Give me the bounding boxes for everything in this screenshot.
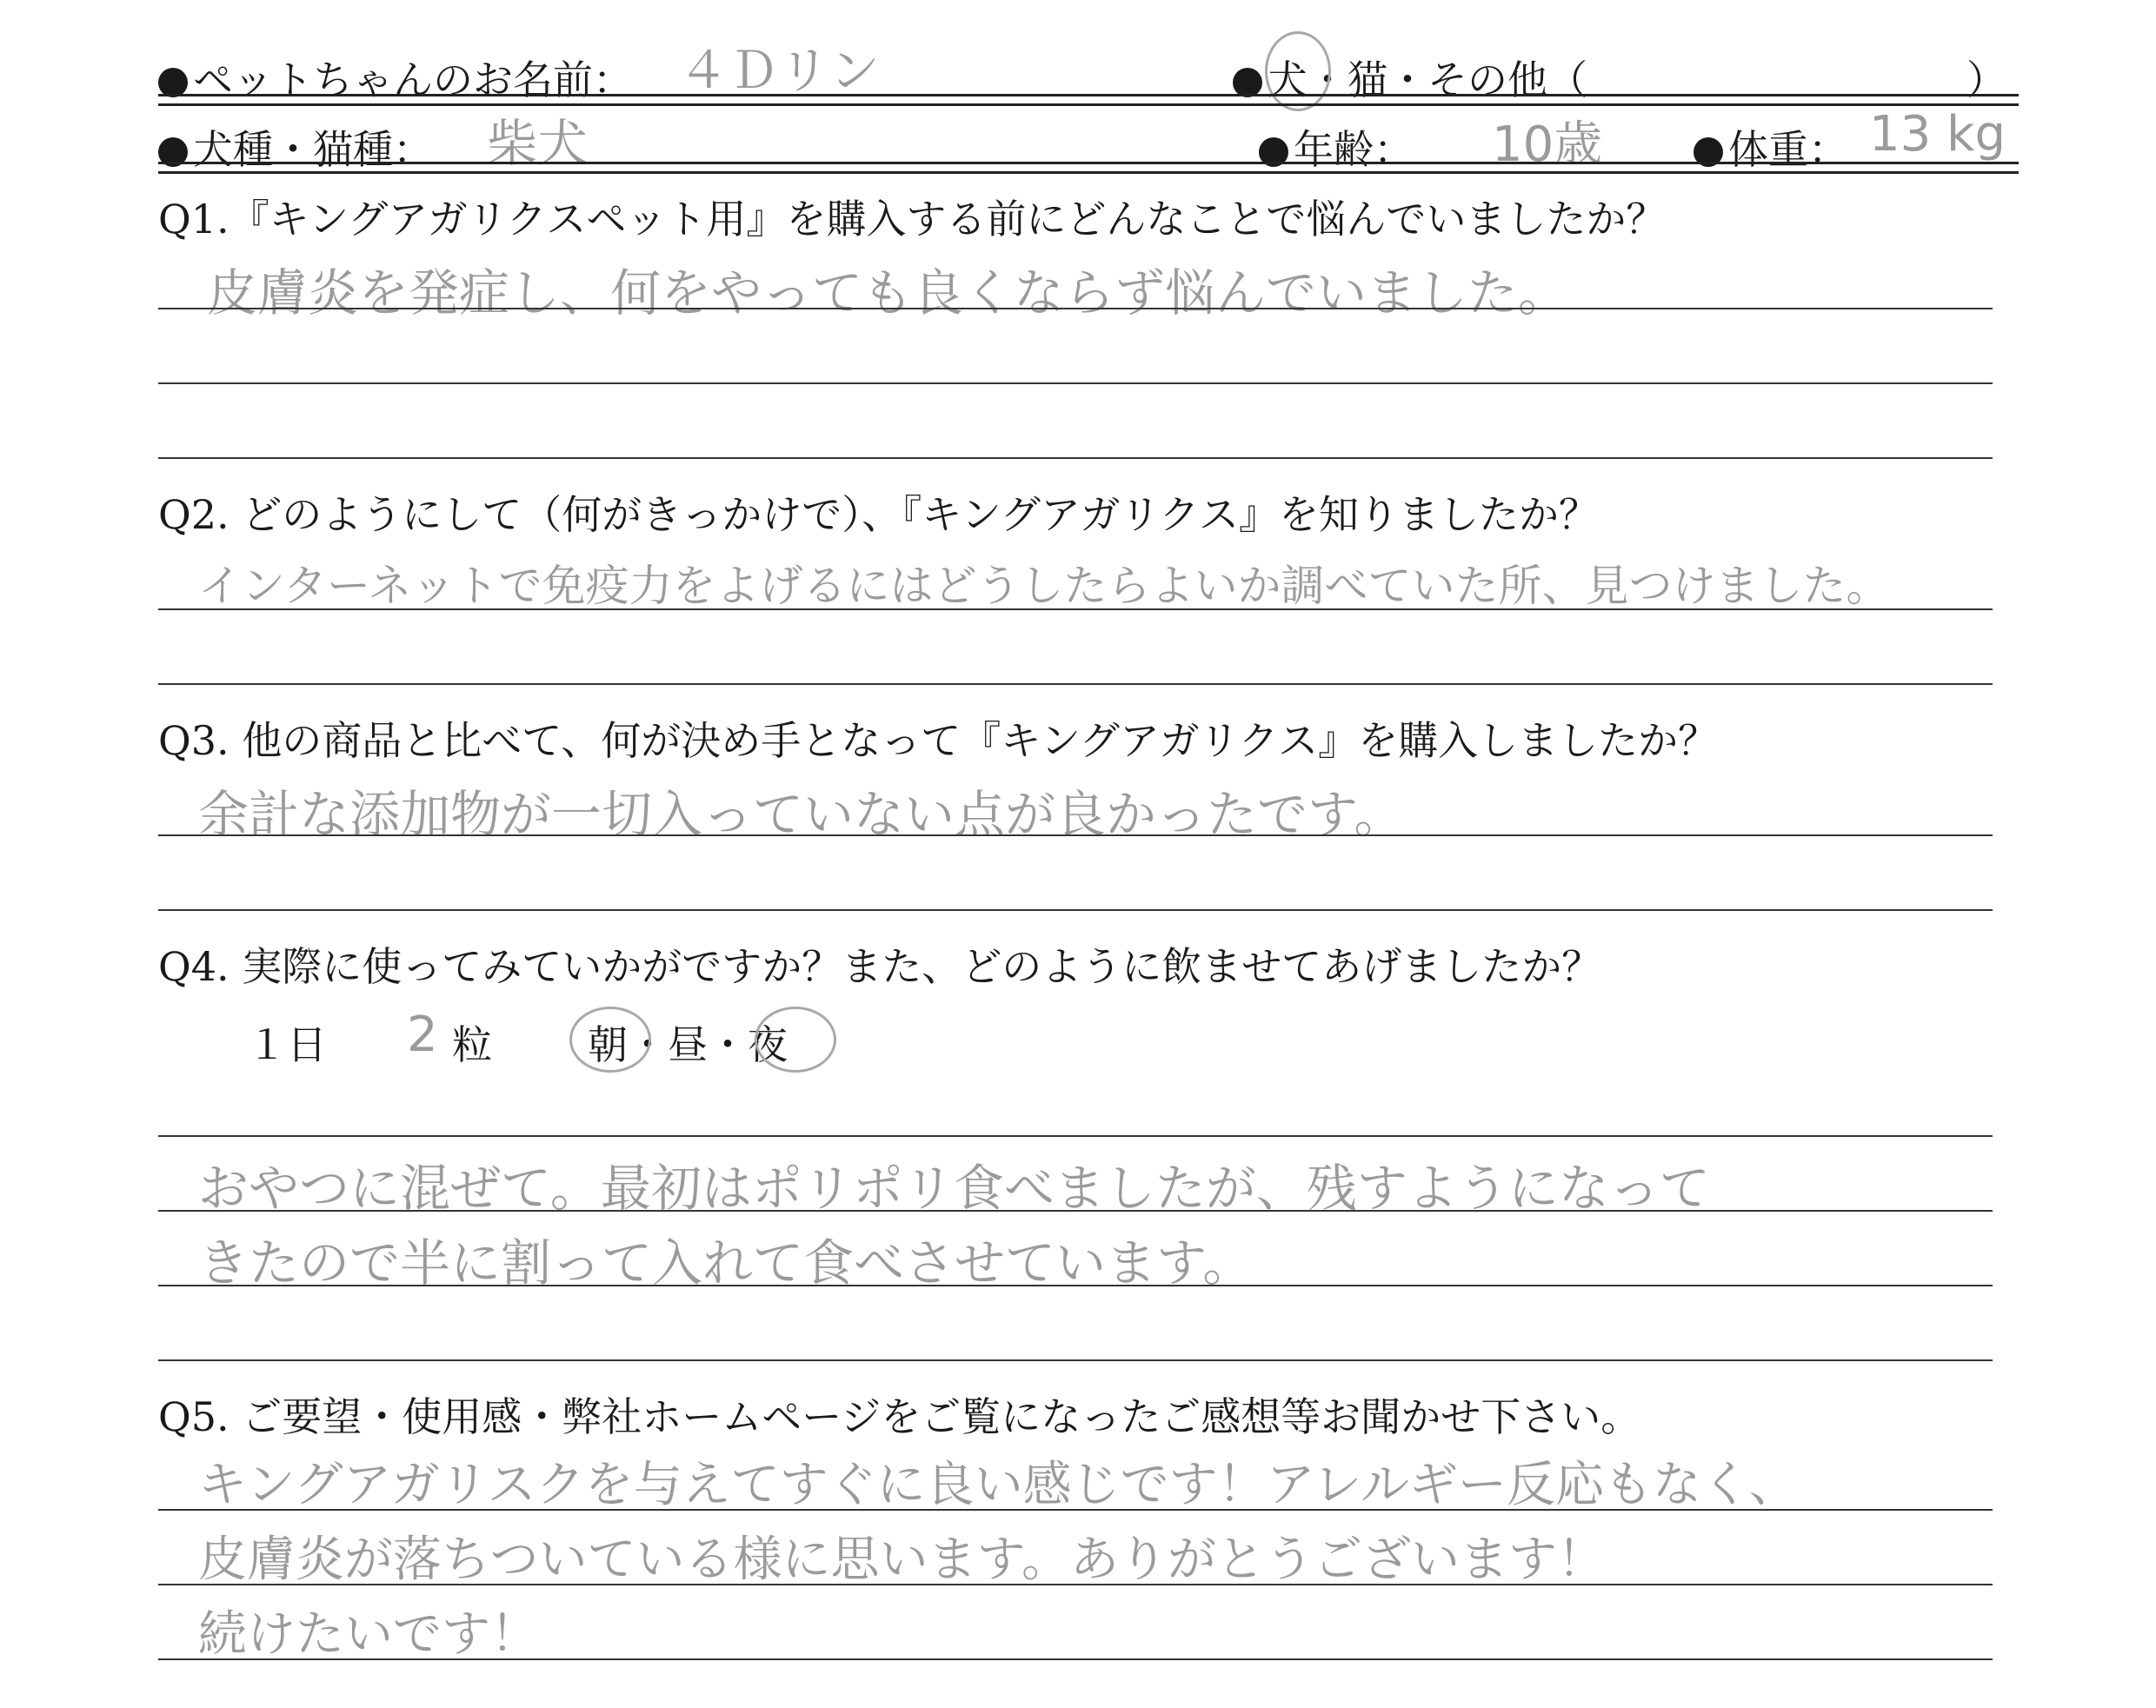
q4-question: Q4. 実際に使ってみていかがですか？また、どのように飲ませてあげましたか？: [158, 943, 1602, 990]
weight-value[interactable]: 13 kg: [1869, 106, 2006, 163]
q4-rule-4: [158, 1359, 1993, 1361]
species-dog-label[interactable]: 犬: [1268, 56, 1308, 103]
q1-rule-2: [158, 382, 1993, 384]
time-morning-circle-mark: [569, 1007, 651, 1073]
bullet-icon: [158, 68, 188, 97]
species-other-label: ・猫・その他（: [1308, 56, 1587, 103]
species-close-paren: ）: [1966, 56, 2006, 103]
q1-rule-1: [158, 308, 1993, 309]
header-rule-1: [158, 94, 2019, 106]
breed-label: 犬種・猫種：: [158, 118, 433, 176]
q2-answer-line-1[interactable]: インターネットで免疫力をよげるにはどうしたらよいか調べていた所、見つけました。: [198, 561, 1890, 611]
q4-time-options: 朝・昼・夜: [588, 1021, 788, 1068]
q2-rule-1: [158, 608, 1993, 610]
time-morning[interactable]: 朝: [588, 1021, 628, 1068]
q3-rule-1: [158, 834, 1993, 836]
pet-name-value[interactable]: ４Ｄリン: [678, 41, 881, 100]
q3-rule-2: [158, 909, 1993, 911]
q1-question: Q1.『キングアガリクスペット用』を購入する前にどんなことで悩んでいましたか？: [158, 196, 1667, 243]
header-rule-2: [158, 162, 2019, 174]
pet-name-label: ペットちゃんのお名前：: [158, 49, 633, 106]
q1-rule-3: [158, 457, 1993, 459]
q5-rule-3: [158, 1658, 1993, 1660]
q4-grains-value[interactable]: 2: [407, 1007, 438, 1063]
age-label: 年齢：: [1259, 118, 1414, 176]
q4-grains-label: 粒: [452, 1021, 492, 1068]
q4-answer-line-2[interactable]: きたので半に割って入れて食べさせています。: [198, 1233, 1254, 1293]
q4-per-day-label: １日: [247, 1021, 327, 1068]
q3-question: Q3. 他の商品と比べて、何が決め手となって『キングアガリクス』を購入しましたか？: [158, 717, 1719, 764]
q4-rule-1: [158, 1135, 1993, 1137]
q2-question: Q2. どのようにして（何がきっかけで）、『キングアガリクス』を知りましたか？: [158, 491, 1600, 538]
bullet-icon: [1233, 68, 1262, 97]
breed-value[interactable]: 柴犬: [487, 114, 589, 173]
q5-rule-2: [158, 1584, 1993, 1585]
q2-rule-2: [158, 683, 1993, 685]
q3-answer-line-1[interactable]: 余計な添加物が一切入っていない点が良かったです。: [198, 785, 1405, 844]
q5-question: Q5. ご要望・使用感・弊社ホームページをご覧になったご感想等お聞かせ下さい。: [158, 1393, 1641, 1440]
weight-label: 体重：: [1694, 118, 1848, 176]
time-night-circle-mark: [755, 1007, 836, 1073]
q5-answer-line-1[interactable]: キングアガリスクを与えてすぐに良い感じです！アレルギー反応もなく、: [198, 1457, 1798, 1513]
q5-answer-line-3[interactable]: 続けたいです！: [198, 1606, 539, 1663]
q4-rule-2: [158, 1210, 1993, 1212]
q1-answer-line-1[interactable]: 皮膚炎を発症し、何をやっても良くならず悩んでいました。: [207, 263, 1569, 322]
q4-answer-line-1[interactable]: おやつに混ぜて。最初はポリポリ食べましたが、残すようになって: [198, 1159, 1710, 1218]
age-value[interactable]: 10歳: [1492, 116, 1603, 173]
q5-rule-1: [158, 1509, 1993, 1511]
time-noon[interactable]: 昼: [668, 1021, 708, 1068]
q4-rule-3: [158, 1285, 1993, 1286]
q5-answer-line-2[interactable]: 皮膚炎が落ちついている様に思います。ありがとうございます！: [198, 1532, 1606, 1588]
time-night[interactable]: 夜: [748, 1021, 788, 1068]
